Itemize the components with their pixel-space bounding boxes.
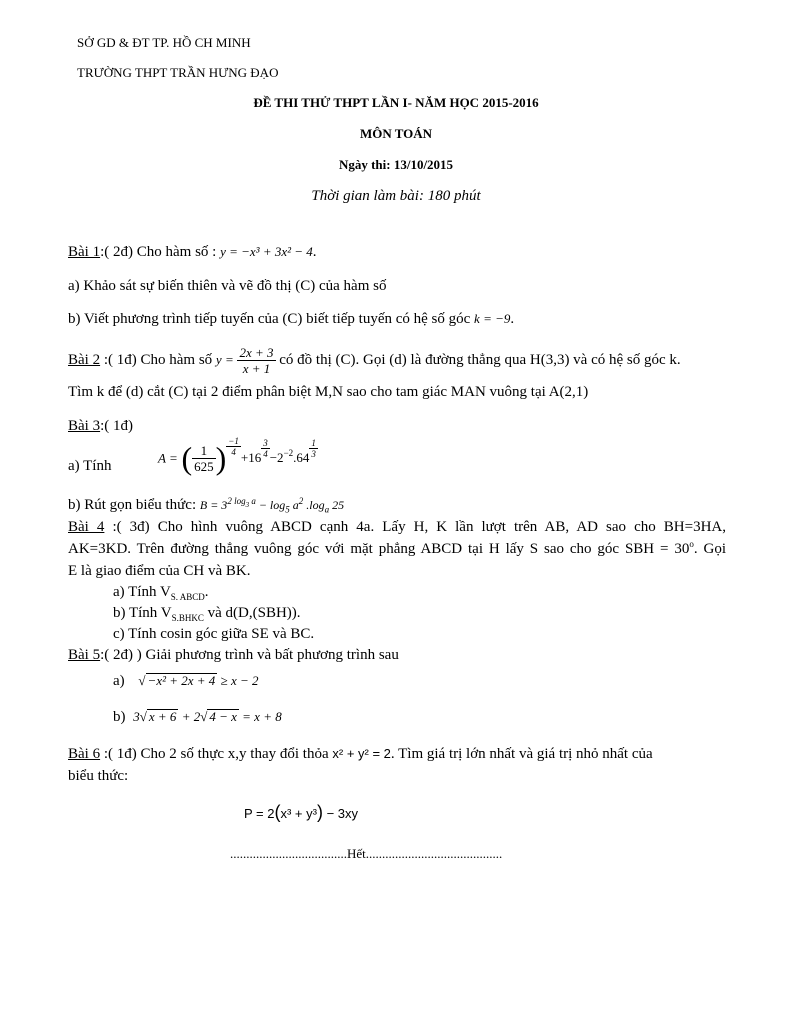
question-1-intro: :( 2đ) Cho hàm số :	[100, 244, 221, 260]
exam-date: Ngày thi: 13/10/2015	[338, 157, 454, 172]
question-2: Bài 2 :( 1đ) Cho hàm số y = $\frac{2x + 3}{x + 1}$ có đồ thị (C). Gọi (d) là đường thẳng qua H(3,3) và có hệ số góc k.	[68, 345, 681, 376]
question-3a-formula: A = ( $\frac{1}{625}$ ) $\frac{-1}{4}$ +16 $\frac{3}{4}$ $-2^{-2}.64$ $\frac{1}{3}$	[158, 436, 316, 476]
question-3: Bài 3:( 1đ)	[68, 418, 134, 434]
question-6: Bài 6 :( 1đ) Cho 2 số thực x,y thay đổi thỏa x² + y² = 2. Tìm giá trị lớn nhất và giá trị nhỏ nhất của	[68, 746, 653, 762]
question-1-label: Bài 1	[68, 244, 101, 260]
question-1-formula: y = −x³ + 3x² − 4	[220, 244, 313, 259]
question-4c: c) Tính cosin góc giữa SE và BC.	[113, 626, 315, 642]
question-3b: b) Rút gọn biểu thức: $B = 3^{2 log_3 a} - \log_5 a^2$ $.\log_a$ 25	[68, 496, 345, 515]
question-5b: b) 3√ x + 6 + 2√ 4 − x = x + 8	[113, 709, 282, 725]
department-header: SỞ GD & ĐT TP. HỒ CH MINH	[77, 35, 251, 50]
question-5-label: Bài 5	[68, 647, 101, 663]
question-1b-k: k = −9	[474, 311, 511, 326]
question-3-label: Bài 3	[68, 418, 101, 434]
question-4b: b) Tính $V_{S.BHKC}$ và d(D,(SBH)).	[113, 605, 301, 623]
question-4: Bài 4 :( 3đ) Cho hình vuông ABCD cạnh 4a. Lấy H, K lần lượt trên AB, AD sao cho BH=3HA,	[68, 519, 726, 535]
end-marker: ....................................Hết..........................................	[230, 846, 503, 861]
question-4-line3: E là giao điểm của CH và BK.	[68, 563, 251, 579]
question-1a: a) Khảo sát sự biến thiên và vẽ đồ thị (C) của hàm số	[68, 278, 387, 294]
question-4-label: Bài 4	[68, 519, 105, 535]
question-5a: a) √ −x² + 2x + 4 ≥ x − 2	[113, 673, 259, 689]
exam-duration: Thời gian làm bài: 180 phút	[311, 188, 481, 204]
question-3a-label: a) Tính	[68, 458, 112, 474]
question-2-fraction: $\frac{2x + 3}{x + 1}$	[239, 345, 274, 376]
exam-subject: MÔN TOÁN	[359, 126, 433, 141]
question-4a: a) Tính $V_{S. ABCD}$.	[113, 584, 209, 602]
question-5: Bài 5:( 2đ) ) Giải phương trình và bất phương trình sau	[68, 647, 399, 663]
question-2-line2: Tìm k để (d) cắt (C) tại 2 điểm phân biệt M,N sao cho tam giác MAN vuông tại A(2,1)	[68, 384, 589, 400]
question-4-line2: AK=3KD. Trên đường thẳng vuông góc với mặt phẳng ABCD tại H lấy S sao cho góc SBH = $30^o$. Gọi	[68, 539, 726, 557]
question-6-formula: P = 2(x³ + y³) − 3xy	[244, 802, 359, 822]
question-2-label: Bài 2	[68, 351, 101, 368]
school-header: TRƯỜNG THPT TRẦN HƯNG ĐẠO	[77, 65, 279, 80]
question-6-line2: biểu thức:	[68, 768, 129, 784]
question-6-label: Bài 6	[68, 746, 101, 762]
question-1: Bài 1:( 2đ) Cho hàm số : y = −x³ + 3x² − 4.	[68, 244, 317, 260]
exam-title: ĐỀ THI THỬ THPT LẦN I- NĂM HỌC 2015-2016	[253, 95, 539, 110]
question-6-condition: x² + y² = 2	[332, 746, 391, 761]
question-1b: b) Viết phương trình tiếp tuyến của (C) biết tiếp tuyến có hệ số góc k = −9.	[68, 311, 515, 327]
